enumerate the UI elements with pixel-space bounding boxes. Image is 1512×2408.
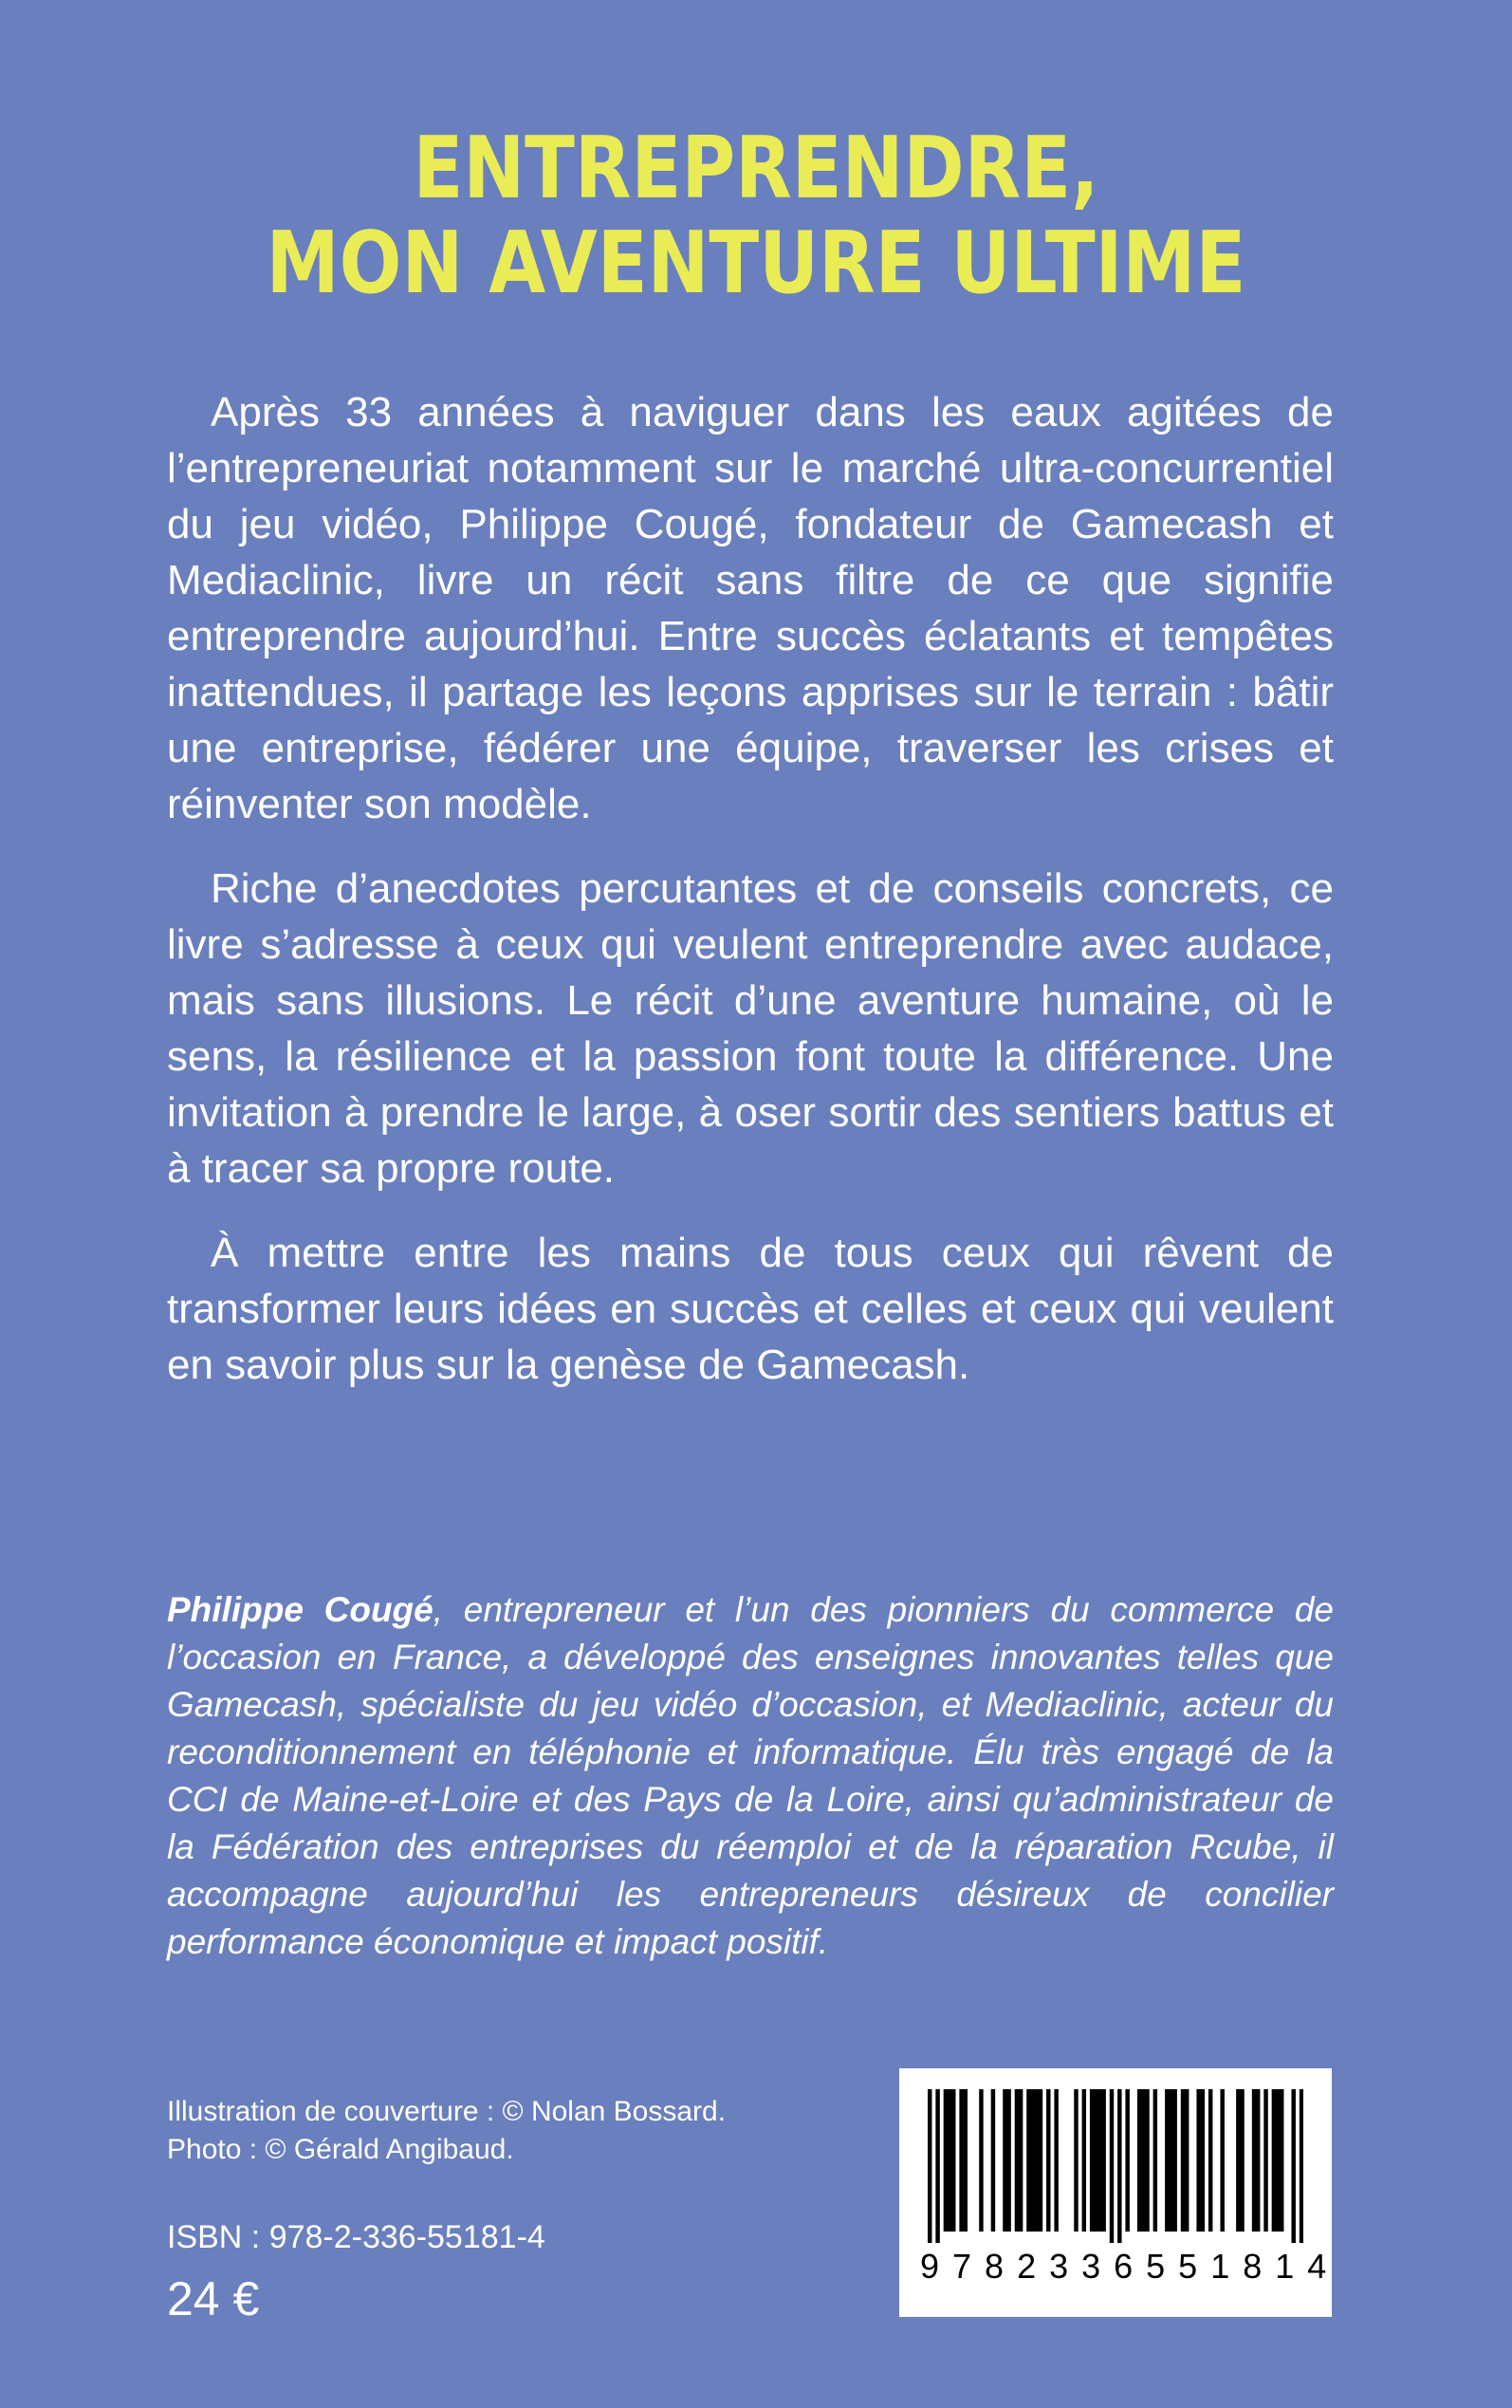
book-title — [106, 121, 1407, 311]
barcode-bar — [1240, 2089, 1244, 2232]
barcode-bar — [1272, 2089, 1276, 2232]
barcode-bar — [1252, 2089, 1256, 2232]
barcode-bar — [1003, 2089, 1006, 2232]
barcode-bar — [1145, 2089, 1149, 2232]
barcode-bar — [1220, 2089, 1224, 2232]
barcode-bar — [1030, 2089, 1034, 2232]
barcode-bar — [1185, 2089, 1189, 2232]
author-name: Philippe Cougé — [167, 1590, 433, 1629]
barcode-bar — [1300, 2089, 1303, 2243]
barcode-bar — [1137, 2089, 1141, 2232]
barcode-bar — [959, 2089, 963, 2232]
barcode-bar — [1141, 2089, 1145, 2232]
blurb-paragraph-2: Riche d’anecdotes percutantes et de conseils concrets, ce livre s’adresse à ceux qui veulent entreprendre avec audace, mais sans illusions. Le récit d’une aventure humaine, où le sens, la résilience et la passion font toute la différence. Une invitation à prendre le large, à oser sortir des sentiers battus et à tracer sa propre route. — [167, 865, 1334, 1192]
illustration-credit: Illustration de couverture : © Nolan Bossard. — [167, 2096, 727, 2127]
barcode-bar — [1101, 2089, 1105, 2232]
barcode-bar — [1074, 2089, 1078, 2232]
barcode-bar — [1256, 2089, 1260, 2232]
barcode-bar — [1006, 2089, 1010, 2232]
barcode-digits: 9782336551814 — [920, 2247, 1340, 2286]
blurb-paragraph-3: À mettre entre les mains de tous ceux qui rêvent de transformer leurs idées en succès et celles et ceux qui veulent en savoir plus sur la genèse de Gamecash. — [167, 1230, 1334, 1388]
barcode-bar — [944, 2089, 948, 2232]
barcode-bar — [1165, 2089, 1169, 2232]
barcode-bar — [935, 2089, 939, 2243]
barcode-bar — [1263, 2089, 1267, 2232]
barcode-bar — [1019, 2089, 1023, 2232]
barcode-bar — [1196, 2089, 1200, 2232]
barcode-bar — [948, 2089, 951, 2232]
barcode-bar — [1090, 2089, 1094, 2232]
credits — [167, 2093, 831, 2169]
barcode-bar — [1046, 2089, 1050, 2232]
barcode-bar — [1039, 2089, 1042, 2232]
photo-credit: Photo : © Gérald Angibaud. — [167, 2134, 514, 2165]
barcode-bar — [979, 2089, 983, 2232]
title-line-2: MON AVENTURE ULTIME — [266, 213, 1246, 313]
barcode-bars — [928, 2089, 1303, 2243]
barcode-bar — [1094, 2089, 1097, 2232]
barcode-bar — [1169, 2089, 1172, 2232]
barcode-bar — [964, 2089, 968, 2232]
author-bio — [167, 1586, 1334, 1966]
blurb-paragraph-1: Après 33 années à naviguer dans les eaux agitées de l’entrepreneuriat notamment sur le marché ultra-concurrentiel du jeu vidéo, Philippe Cougé, fondateur de Gamecash et Mediaclinic, livre un récit sans filtre de ce que signifie entreprendre aujourd’hui. Entre succès éclatants et tempêtes inattendues, il partage les leçons apprises sur le terrain : bâtir une entreprise, fédérer une équipe, traverser les crises et réinventer son modèle. — [167, 389, 1334, 827]
barcode-bar — [1280, 2089, 1283, 2232]
barcode-bar — [1153, 2089, 1157, 2232]
barcode-bar — [1035, 2089, 1039, 2232]
barcode-bar — [1054, 2089, 1058, 2232]
barcode — [899, 2068, 1340, 2317]
title-line-1: ENTREPRENDRE, — [413, 119, 1099, 218]
barcode-bar — [1117, 2089, 1121, 2243]
barcode-bar — [1181, 2089, 1185, 2232]
barcode-bar — [1125, 2089, 1129, 2232]
barcode-bar — [1172, 2089, 1176, 2232]
barcode-bar — [1276, 2089, 1280, 2232]
isbn: ISBN : 978-2-336-55181-4 — [167, 2219, 545, 2255]
price: 24 € — [167, 2272, 260, 2325]
blurb — [167, 384, 1334, 1421]
barcode-bar — [1291, 2089, 1295, 2243]
barcode-bar — [928, 2089, 931, 2243]
author-bio-text: , entrepreneur et l’un des pionniers du commerce de l’occasion en France, a développé des enseignes innovantes telles que Gamecash, spécialiste du jeu vidéo d’occasion, et Mediaclinic, acteur du reconditionnement en téléphonie et informatique. Élu très engagé de la CCI de Maine-et-Loire et des Pays de la Loire, ainsi qu’administrateur de la Fédération des entreprises du réemploi et de la réparation Rcube, il accompagne aujourd’hui les entrepreneurs désireux de concilier performance économique et impact positif. — [167, 1590, 1334, 1961]
barcode-bar — [1082, 2089, 1086, 2232]
barcode-bar — [1015, 2089, 1019, 2232]
barcode-bar — [1208, 2089, 1212, 2232]
barcode-bar — [951, 2089, 955, 2232]
barcode-bar — [991, 2089, 995, 2232]
barcode-bar — [1026, 2089, 1030, 2232]
barcode-bar — [1097, 2089, 1101, 2232]
barcode-bar — [1110, 2089, 1114, 2243]
barcode-bar — [1236, 2089, 1240, 2232]
barcode-bar — [1201, 2089, 1205, 2232]
